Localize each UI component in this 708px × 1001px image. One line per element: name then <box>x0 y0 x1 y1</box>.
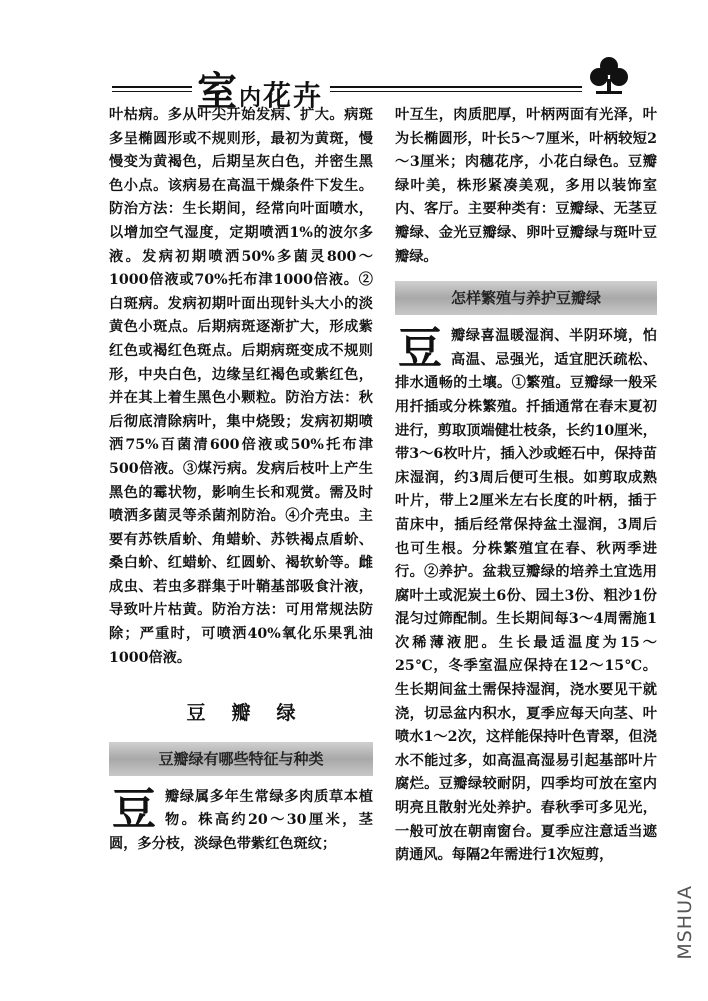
header-title-rest: 花卉 <box>263 79 324 112</box>
clover-icon <box>588 55 630 95</box>
header-title-big: 室 <box>197 69 239 115</box>
header-rule-right-2 <box>330 91 582 92</box>
header-title-small: 内 <box>239 86 264 111</box>
dropcap-right: 豆 <box>398 323 442 375</box>
left-paragraph-2: 瓣绿属多年生常绿多肉质草本植物。株高约20～30厘米，茎圆，多分枝，淡绿色带紫红色斑纹； <box>109 788 373 853</box>
header-rule-left-2 <box>112 91 192 92</box>
left-column <box>109 104 373 857</box>
section-banner-care: 怎样繁殖与养护豆瓣绿 <box>395 281 657 315</box>
watermark: MSHUA <box>674 885 696 960</box>
left-paragraph-1: 叶枯病。多从叶尖开始发病、扩大。病斑多呈椭圆形或不规则形，最初为黄斑，慢慢变为黄褐色，后期呈灰白色，并密生黑色小点。该病易在高温干燥条件下发生。防治方法：生长期间，经常向叶面喷水，以增加空气湿度，定期喷洒1%的波尔多液。发病初期喷洒50%多菌灵800～1000倍液或70%托布津1000倍液。②白斑病。发病初期叶面出现针头大小的淡黄色小斑点。后期病斑逐渐扩大，形成紫红色或褐红色斑点。后期病斑变成不规则形，中央白色，边缘呈红褐色或紫红色，并在其上着生黑色小颗粒。防治方法：秋后彻底清除病叶，集中烧毁；发病初期喷洒75%百菌清600倍液或50%托布津500倍液。③煤污病。发病后枝叶上产生黑色的霉状物，影响生长和观赏。需及时喷洒多菌灵等杀菌剂防治。④介壳虫。主要有苏铁盾蚧、角蜡蚧、苏铁褐点盾蚧、桑白蚧、红蜡蚧、红圆蚧、褐软蚧等。雌成虫、若虫多群集于叶鞘基部吸食汁液，导致叶片枯黄。防治方法：可用常规法防除；严重时，可喷洒40%氧化乐果乳油1000倍液。 <box>109 107 373 666</box>
header-rule-left <box>112 86 192 88</box>
right-column <box>395 104 657 868</box>
right-paragraph-1: 叶互生，肉质肥厚，叶柄两面有光泽，叶为长椭圆形，叶长5～7厘米，叶柄较短2～3厘米；肉穗花序，小花白绿色。豆瓣绿叶美，株形紧凑美观，多用以装饰室内、客厅。主要种类有：豆瓣绿、无茎豆瓣绿、金光豆瓣绿、卵叶豆瓣绿与斑叶豆瓣绿。 <box>395 107 657 265</box>
section-banner-features: 豆瓣绿有哪些特征与种类 <box>109 742 373 776</box>
section-title: 豆瓣绿 <box>186 702 322 725</box>
right-paragraph-2: 瓣绿喜温暖湿润、半阴环境，怕高温、忌强光，适宜肥沃疏松、排水通畅的土壤。①繁殖。豆瓣绿一般采用扦插或分株繁殖。扦插通常在春末夏初进行，剪取顶端健壮枝条，长约10厘米，带3～6枚叶片，插入沙或蛭石中，保持苗床湿润，约3周后便可生根。如剪取成熟叶片，带上2厘米左右长度的叶柄，插于苗床中，插后经常保持盆土湿润，3周后也可生根。分株繁殖宜在春、秋两季进行。②养护。盆栽豆瓣绿的培养土宜选用腐叶土或泥炭土6份、园土3份、粗沙1份混匀过筛配制。生长期间每3～4周需施1次稀薄液肥。生长最适温度为15～25℃，冬季室温应保持在12～15℃。生长期间盆土需保持湿润，浇水要见干就浇，切忌盆内积水，夏季应每天向茎、叶喷水1～2次，这样能保持叶色青翠，但浇水不能过多，如高温高湿易引起基部叶片腐烂。豆瓣绿较耐阴，四季均可放在室内明亮且散射光处养护。春秋季可多见光，一般可放在朝南窗台。夏季应注意适当遮荫通风。每隔2年需进行1次短剪， <box>395 328 657 864</box>
header-rule-right <box>330 86 582 88</box>
dropcap-left: 豆 <box>112 783 156 835</box>
